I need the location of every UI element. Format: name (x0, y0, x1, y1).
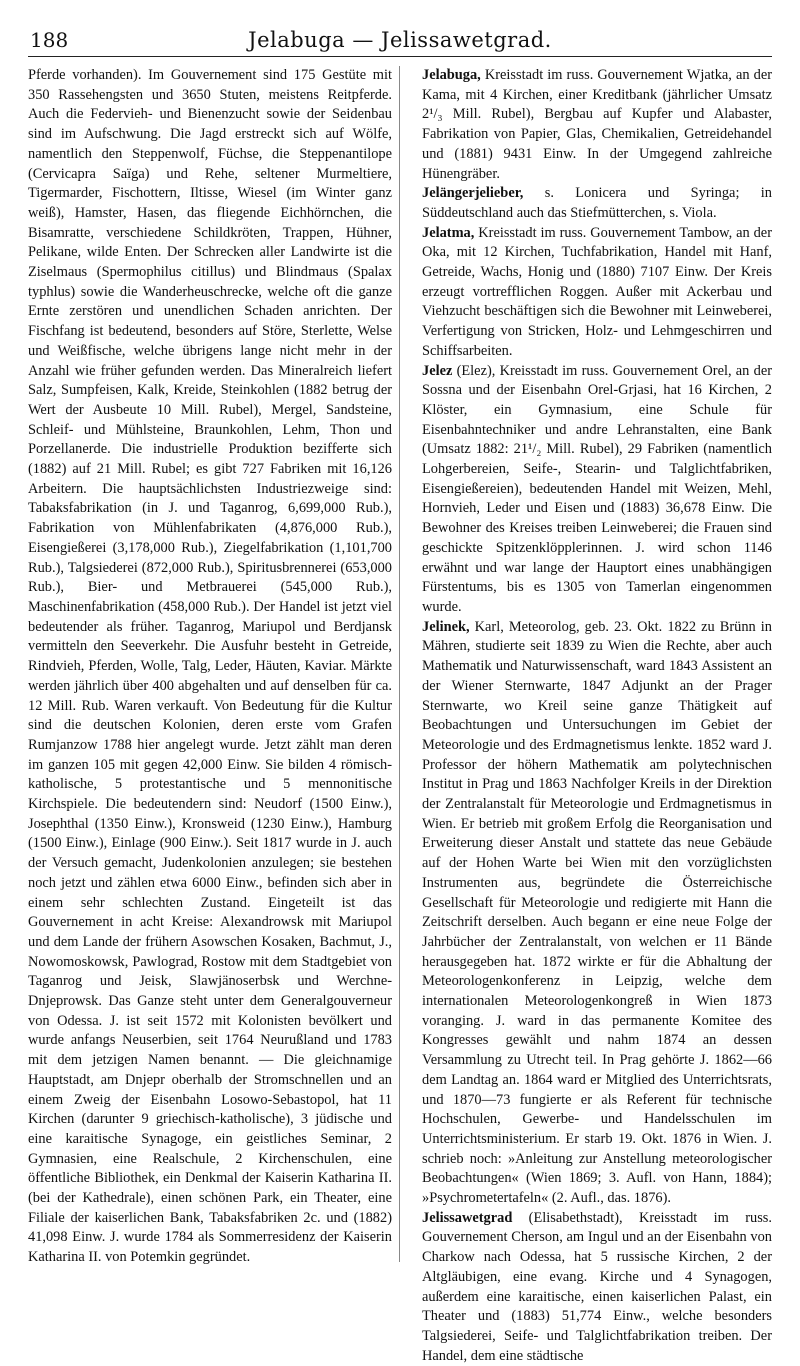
entry-jelabuga (408, 66, 772, 184)
headword: Jelängerjelieber, (422, 185, 524, 202)
entry-text: (Elisabethstadt), Kreisstadt im russ. Gouvernement Cherson, am Ingul und an der Eisenbahn von Charkow nach Odessa, hat 5 russische Kirchen, 2 der Altgläubigen, eine evang. Kirche und 4 Synagogen, außerdem eine karaitische, einen kaiserlichen Palast, ein Theater und (1883) 51,774 Einw., welche besonders Talgsiederei, Seife- und Talglichtfabrikation treiben. Der Handel, dem eine städtische (422, 1209, 772, 1364)
entry-jelaengerjelieber (408, 184, 772, 223)
page-header (28, 26, 772, 57)
column-divider (399, 66, 400, 1262)
headword: Jelissawetgrad (422, 1209, 513, 1226)
right-column (408, 66, 772, 1364)
headword: Jelez (422, 362, 453, 379)
headword: Jelabuga, (422, 67, 481, 83)
entry-text: (Elez), Kreisstadt im russ. Gouvernement Orel, an der Sossna und der Eisenbahn Orel-Grjasi, hat 16 Kirchen, 2 Klöster, ein Gymnasium, eine Schule für Eisenbahntechniker und andre Lehranstalten, eine Bank (Umsatz 1882: 21¹/₂ Mill. Rubel), 29 Fabriken (namentlich Lohgerbereien, Seife-, Stearin- und Talglichtfabriken, Eisengießereien), bedeutenden Handel mit Weizen, Mehl, Hornvieh, Leder und Eisen und (1883) 36,678 Einw. Die Bewohner des Kreises treiben Leinweberei; die Frauen sind geschickte Spitzenklöpplerinnen. J. wird schon 1146 erwähnt und war lange der Hauptort eines unabhängigen Fürstentums, bis es 1305 von Tamerlan eingenommen wurde. (422, 362, 772, 615)
continued-article-text: Pferde vorhanden). Im Gouvernement sind 175 Gestüte mit 350 Rassehengsten und 3650 Stuten, meistens Reitpferde. Auch die Federvieh- und Bienenzucht sowie der Seidenbau sind im Aufschwung. Die Jagd erstreckt sich auf Wölfe, namentlich den Steppenwolf, Füchse, die Steppenantilope (Cervicapra Saïga) und Rehe, seltener Murmeltiere, Tigermarder, Fischottern, Iltisse, Wiesel (im Winter ganz weiß), Hamster, Hasen, das fliegende Eichhörnchen, die Bisamratte, verschiedene Schildkröten, Trappen, Hühner, Pelikane, wilde Enten. Der Schrecken aller Landwirte ist die Ziselmaus (Spermophilus citillus) und Blindmaus (Spalax typhlus) sowie die Wanderheuschrecke, welche oft die ganze Ernte zerstören und unendlichen Schaden anrichten. Der Fischfang ist bedeutend, besonders auf Störe, Sterlette, Welse und Weißfische, welche übrigens lange nicht mehr in der Anzahl wie früher gefunden werden. Das Mineralreich liefert Salz, Sumpfeisen, Kalk, Kreide, Steinkohlen (1882 betrug der Wert der Ausbeute 10 Mill. Rubel), Mergel, Sandsteine, Schleif- und Mühlsteine, Braunkohlen, Lehm, Thon und Porzellanerde. Die industrielle Produktion bezifferte sich (1882) auf 21 Mill. Rubel; es gibt 727 Fabriken mit 16,126 Arbeitern. Die hauptsächlichsten Industriezweige sind: Tabaksfabrikation (in J. und Taganrog, 6,699,000 Rub.), Fabrikation von Mühlenfabrikaten (4,876,000 Rub.), Eisengießerei (3,178,000 Rub.), Ziegelfabrikation (1,101,700 Rub.), Talgsiederei (872,000 Rub.), Spiritusbrennerei (653,000 Rub.), Bier- und Metbrauerei (545,000 Rub.), Maschinenfabrikation (458,000 Rub.). Der Handel ist jetzt viel bedeutender als früher. Taganrog, Mariupol und Berdjansk vermitteln den Seeverkehr. Die Ausfuhr besteht in Getreide, Rindvieh, Pferden, Wolle, Talg, Leder, Häuten, Kaviar. Märkte werden jährlich über 400 abgehalten und auf denselben für ca. 12 Mill. Rub. Waren verkauft. Von Bedeutung für die Kultur sind die deutschen Kolonien, deren erste vom Grafen Rumjanzow 1788 hier angelegt wurde. Jetzt zählt man deren im ganzen 105 mit gegen 42,000 Einw. Sie bilden 4 römisch-katholische, 5 protestantische und 5 mennonitische Kirchspiele. Die bedeutendern sind: Neudorf (1500 Einw.), Josephthal (1350 Einw.), Kronsweid (1230 Einw.), Hamburg (1500 Einw.), Einlage (900 Einw.). Seit 1817 wurde in J. auch der Versuch gemacht, Judenkolonien anzulegen; sie bestehen noch jetzt und zählen etwa 6000 Einw., befinden sich aber in einem sehr schlechten Zustand. Eingeteilt ist das Gouvernement in acht Kreise: Alexandrowsk mit Mariupol und dem Lande der frühern Asowschen Kosaken, Bachmut, J., Nowomoskowsk, Pawlograd, Rostow mit dem Stadtgebiet von Taganrog und Jeisk, Slawjänoserbsk und Werchne-Dnjeprowsk. Das Ganze steht unter dem Generalgouverneur von Odessa. J. ist seit 1572 mit Kolonisten bevölkert und wurde anfangs Neuserbien, seit 1764 Neurußland und 1783 mit dem jetzigen Namen benannt. — Die gleichnamige Hauptstadt, am Dnjepr oberhalb der Stromschnellen und an einem Zweig der Eisenbahn Losowo-Sebastopol, hat 11 Kirchen (darunter 9 griechisch-katholische), 3 jüdische und eine karaitische Synagoge, ein geistliches Seminar, 2 Gymnasien, eine Realschule, 2 Kirchenschulen, eine öffentliche Bibliothek, ein Denkmal der Kaiserin Katharina II. (bei der Kathedrale), einen schönen Park, ein Theater, eine Filiale der kaiserlichen Bank, Tabaksfabriken 2c. und (1882) 41,098 Einw. J. wurde 1784 als Sommerresidenz der Kaiserin Katharina II. von Potemkin gegründet. (28, 67, 392, 1266)
entry-jelissawetgrad (408, 1209, 772, 1366)
dictionary-page (28, 26, 772, 1364)
page-number: 188 (30, 28, 69, 52)
entry-jelinek (408, 618, 772, 1209)
entry-jelatma (408, 224, 772, 362)
headword: Jelinek, (422, 618, 470, 635)
headword: Jelatma, (422, 224, 475, 241)
entry-text: Karl, Meteorolog, geb. 23. Okt. 1822 zu Brünn in Mähren, studierte seit 1839 zu Wien die Rechte, aber auch Mathematik und Naturwissenschaft, ward 1843 Assistent an der Wiener Sternwarte, 1847 Adjunkt an der Prager Sternwarte, wo Kreil seine ganze Thätigkeit auf Beobachtungen und Untersuchungen im Gebiet der Meteorologie und des Erdmagnetismus lenkte. 1852 ward J. Professor der höhern Mathematik am polytechnischen Institut in Prag und 1863 Nachfolger Kreils in der Direktion der Zentralanstalt für Meteorologie und Erdmagnetismus in Wien. Er betrieb mit großem Erfolg die Reorganisation und Erweiterung dieser Anstalt und stattete das neue Gebäude auf der Hohen Warte bei Wien mit den vorzüglichsten Instrumenten aus, begründete die Österreichische Gesellschaft für Meteorologie und redigierte mit Hann die Zeitschrift derselben. Auch begann er eine neue Folge der Jahrbücher der Zentralanstalt, von welchen er 11 Bände herausgegeben hat. 1872 wirkte er für die Abhaltung der Meteorologenkonferenz in Leipzig, welche dem internationalen Meteorologenkongreß in Wien 1873 voranging. J. ward in das permanente Komitee des Kongresses gewählt und nahm 1874 an dessen Versammlung zu Utrecht teil. In Prag gehörte J. 1862—66 dem Landtag an. 1864 ward er Mitglied des Unterrichtsrats, und 1870—73 fungierte er als Referent für technische Hochschulen, Gewerbe- und Handelsschulen im Unterrichtsministerium. Er starb 19. Okt. 1876 in Wien. J. schrieb noch: »Anleitung zur Anstellung meteorologischer Beobachtungen« (Wien 1869; 3. Aufl. von Hann, 1884); »Psychrometertafeln« (2. Aufl., das. 1876). (422, 618, 772, 1207)
entry-text: Kreisstadt im russ. Gouvernement Wjatka, an der Kama, mit 4 Kirchen, einer Kreditbank (jährlicher Umsatz 2¹/₃ Mill. Rubel), Bergbau auf Kupfer und Alabaster, Fabrikation von Papier, Glas, Chemikalien, Getreidehandel und (1881) 9431 Einw. In der Umgegend zahlreiche Hünengräber. (422, 67, 772, 182)
entry-jelez (408, 362, 772, 618)
entry-text: Kreisstadt im russ. Gouvernement Tambow, an der Oka, mit 12 Kirchen, Tuchfabrikation, Handel mit Hanf, Getreide, Wachs, Honig und (1880) 7107 Einw. Der Kreis erzeugt vortrefflichen Roggen. Außer mit Ackerbau und Viehzucht beschäftigen sich die Bewohner mit Leinweberei, Verfertigung von Stricken, Holz- und Lehmgeschirren und Schiffsarbeiten. (422, 224, 772, 359)
left-column (28, 66, 392, 1266)
entry-text: s. Lonicera und Syringa; in Süddeutschland auch das Stiefmütterchen, s. Viola. (422, 185, 772, 221)
running-head: Jelabuga — Jelissawetgrad. (248, 28, 552, 52)
text-columns (28, 66, 772, 1364)
